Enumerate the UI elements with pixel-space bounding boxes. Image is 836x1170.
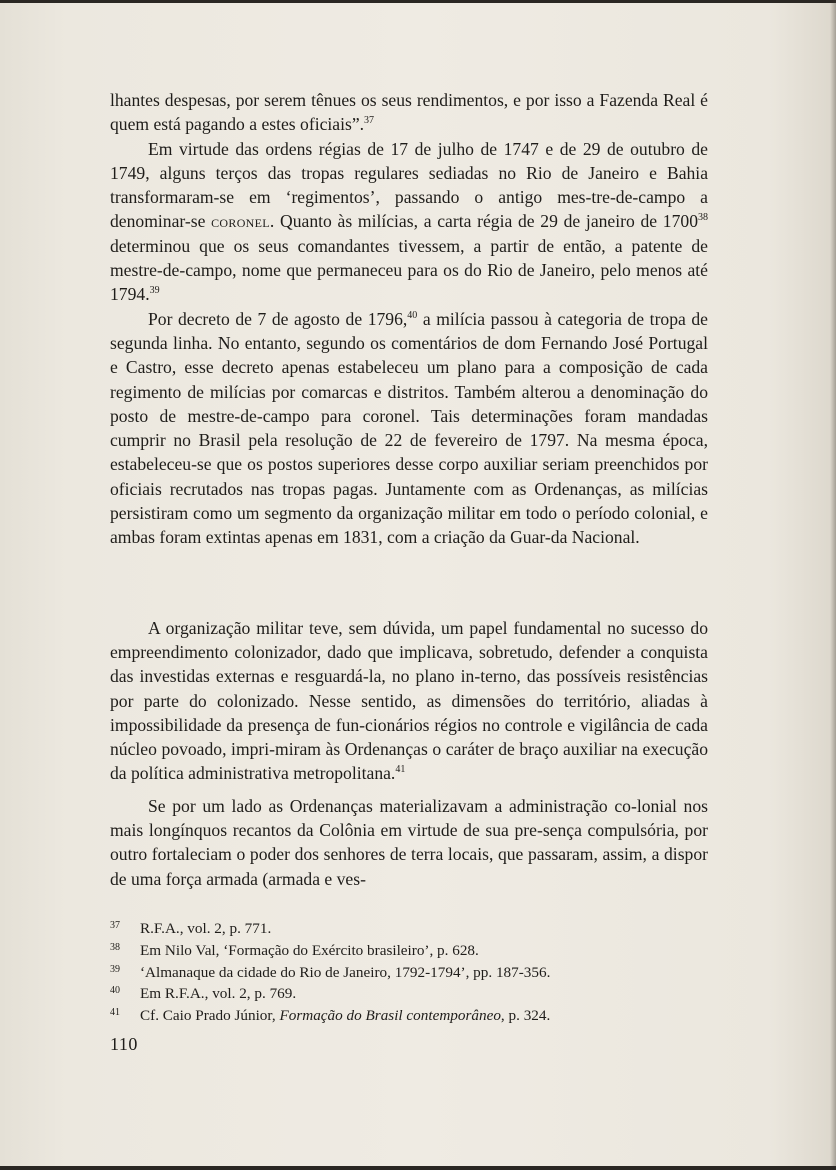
footnote-text: Cf. Caio Prado Júnior, Formação do Brasil contemporâneo, p. 324. bbox=[140, 1007, 551, 1025]
footnote-number: 41 bbox=[110, 1007, 120, 1019]
body-text bbox=[110, 88, 708, 891]
small-caps-term: coronel bbox=[211, 211, 270, 232]
paragraph-4: A organização militar teve, sem dúvida, um papel fundamental no sucesso do empreendimento colonizador, dado que implicava, sobretudo, defender a conquista das investidas externas e resguardá-la, no plano in-terno, das possíveis resistências por parte do colonizado. Nesse sentido, as dimensões do território, aliadas à impossibilidade da presença de fun-cionários régios no controle e vigilância de cada núcleo povoado, impri-miram às Ordenanças o caráter de braço auxiliar na execução da política administrativa metropolitana.$^{41}$ bbox=[110, 617, 708, 784]
scan-right-shadow bbox=[830, 0, 836, 1170]
section-break bbox=[110, 550, 708, 616]
footnote-ref-37: 37 bbox=[364, 115, 375, 127]
footnote-text: Em Nilo Val, ‘Formação do Exército brasileiro’, p. 628. bbox=[140, 941, 479, 959]
footnote bbox=[110, 962, 708, 984]
paragraph-3: Por decreto de 7 de agosto de 1796,40 a milícia passou à categoria de tropa de segunda linha. No entanto, segundo os comentários de dom Fernando José Portugal e Castro, esse decreto apenas estabeleceu um plano para a composição de cada regimento de milícias por comarcas e distritos. Também alterou a denominação do posto de mestre-de-campo para coronel. Tais determinações foram mandadas cumprir no Brasil pela resolução de 22 de fevereiro de 1797. Na mesma época, estabeleceu-se que os postos superiores desse corpo auxiliar seriam preenchidos por oficiais recrutados nas tropas pagas. Juntamente com as Ordenanças, as milícias persistiram como um segmento da organização militar em todo o período colonial, e ambas foram extintas apenas em 1831, com a criação da Guar-da Nacional. bbox=[110, 308, 708, 548]
cited-title: Formação do Brasil contemporâneo bbox=[279, 1007, 501, 1025]
paragraph-2: Em virtude das ordens régias de 17 de julho de 1747 e de 29 de outubro de 1749, alguns terços das tropas regulares sediadas no Rio de Janeiro e Bahia transformaram-se em ‘regimentos’, passando o antigo mes-tre-de-campo a denominar-se coronel. Quanto às milícias, a carta régia de 29 de janeiro de 1700$^{38}$ determinou que os seus comandantes tivessem, a partir de então, a patente de mestre-de-campo, nome que permaneceu para os do Rio de Janeiro, pelo menos até 1794.39 bbox=[110, 138, 708, 305]
footnote bbox=[110, 940, 708, 962]
paragraph-1: lhantes despesas, por serem tênues os seus rendimentos, e por isso a Fazenda Real é quem está pagando a estes oficiais”.$^{37}$ bbox=[110, 90, 708, 135]
footnote-ref-39: 39 bbox=[149, 285, 160, 297]
paragraph-gap bbox=[110, 786, 708, 794]
footnote-number: 37 bbox=[110, 920, 120, 931]
footnote bbox=[110, 918, 708, 940]
footnote-ref-38: 38 bbox=[698, 212, 708, 224]
footnote-text: Em R.F.A., vol. 2, p. 769. bbox=[140, 985, 297, 1003]
scan-bottom-edge bbox=[0, 1166, 836, 1170]
scan-top-edge bbox=[0, 0, 836, 3]
footnote-number: 40 bbox=[110, 985, 120, 997]
footnote bbox=[110, 1005, 708, 1027]
footnote-text: ‘Almanaque da cidade do Rio de Janeiro, 1792-1794’, pp. 187-356. bbox=[140, 963, 551, 981]
footnote-ref-41: 41 bbox=[395, 764, 406, 776]
footnote bbox=[110, 983, 708, 1005]
footnote-number: 38 bbox=[110, 941, 120, 953]
footnotes bbox=[110, 918, 708, 1027]
footnote-ref-40: 40 bbox=[407, 309, 418, 321]
paragraph-5: Se por um lado as Ordenanças materializavam a administração co-lonial nos mais longínquos recantos da Colônia em virtude de sua pre-sença compulsória, por outro fortaleciam o poder dos senhores de terra locais, que passaram, assim, a dispor de uma força armada (armada e ves- bbox=[110, 795, 708, 889]
footnote-text: R.F.A., vol. 2, p. 771. bbox=[140, 920, 272, 937]
footnote-number: 39 bbox=[110, 963, 120, 975]
page-number: 110 bbox=[110, 1034, 138, 1054]
